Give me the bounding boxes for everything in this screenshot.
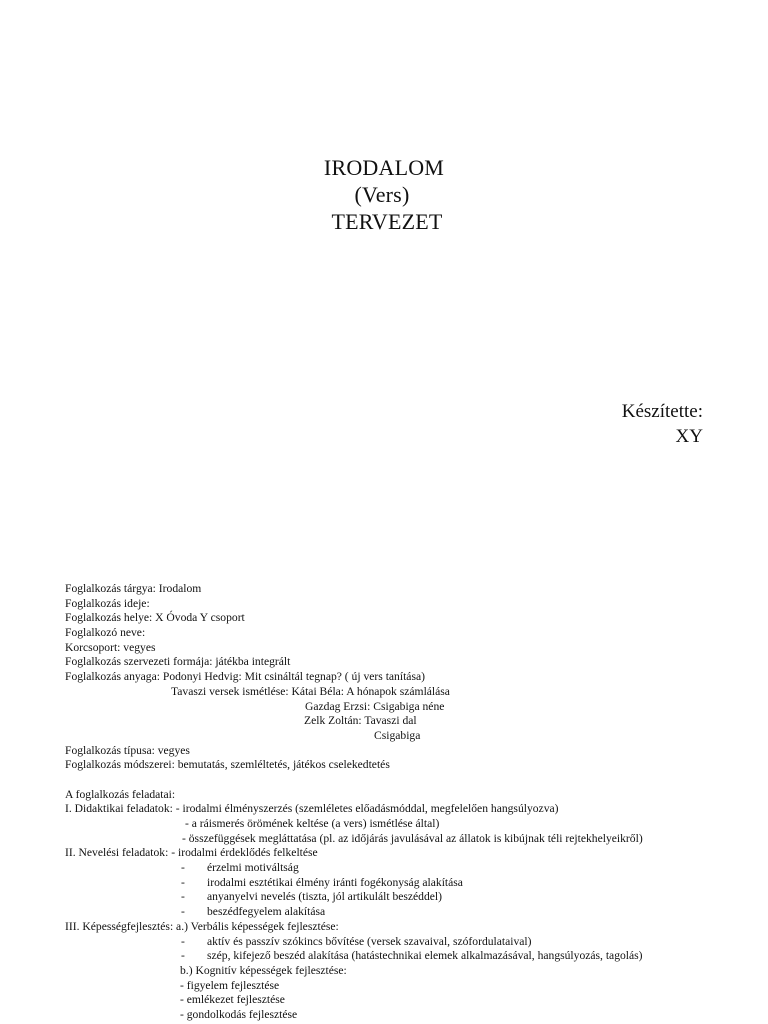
list-item-text: aktív és passzív szókincs bővítése (versek szavaival, szófordulataival) [207,934,532,948]
title-line-1: IRODALOM [323,155,445,180]
line-poem-repetition: Tavaszi versek ismétlése: Kátai Béla: A hónapok számlálása [171,684,450,698]
list-item [65,876,755,891]
line-subject: Foglalkozás tárgya: Irodalom [65,582,202,595]
line-tasks-heading: A foglalkozás feladatai: [65,787,176,801]
line-didactic-2: - a ráismerés örömének keltése (a vers) ismétlése által) [185,817,440,830]
line-skill-development: III. Képességfejlesztés: a.) Verbális képességek fejlesztése: [65,919,339,933]
list-item-text: irodalmi esztétikai élmény iránti fogékonyság alakítása [207,875,463,889]
line-poem-3: Zelk Zoltán: Tavaszi dal [304,714,417,728]
bullet-dash: - [181,875,185,889]
title-line-3: TERVEZET [331,209,443,234]
author-label: Készítette: [621,401,703,422]
list-item-text: anyanyelvi nevelés (tiszta, jól artikulált beszéddel) [207,890,443,904]
line-methods: Foglalkozás módszerei: bemutatás, szemléltetés, játékos cselekedtetés [65,758,390,772]
line-place: Foglalkozás helye: X Óvoda Y csoport [65,611,245,625]
list-item-text: érzelmi motiváltság [207,861,299,875]
line-cognitive-3: - gondolkodás fejlesztése [180,1007,298,1021]
line-material: Foglalkozás anyaga: Podonyi Hedvig: Mit csináltál tegnap? ( új vers tanítása) [65,670,425,684]
list-item-text: szép, kifejező beszéd alakítása (hatástechnikai elemek alkalmazásával, hangsúlyozás, tagolás) [207,949,643,963]
line-poem-4: Csigabiga [374,728,421,742]
line-educational-tasks: II. Nevelési feladatok: - irodalmi érdeklődés felkeltése [65,846,318,860]
line-didactic-tasks: I. Didaktikai feladatok: - irodalmi élményszerzés (szemléletes előadásmóddal, megfelelően hangsúlyozva) [65,802,559,816]
author-name: XY [675,426,703,447]
bullet-dash: - [181,905,185,919]
blank-line [65,773,755,788]
list-item [65,935,755,950]
line-cognitive-2: - emlékezet fejlesztése [180,993,285,1007]
line-time: Foglalkozás ideje: [65,596,150,610]
line-poem-2: Gazdag Erzsi: Csigabiga néne [305,699,445,713]
list-item [65,890,755,905]
line-cognitive-heading: b.) Kognitív képességek fejlesztése: [180,963,347,977]
line-didactic-3: - összefüggések megláttatása (pl. az időjárás javulásával az állatok is kibújnak téli rejtekhelyeikről) [182,831,643,845]
list-item [65,905,755,920]
bullet-dash: - [181,890,185,904]
bullet-dash: - [181,949,185,963]
line-teacher: Foglalkozó neve: [65,626,146,640]
list-item-text: beszédfegyelem alakítása [207,905,326,919]
bullet-dash: - [181,861,185,875]
document-body [65,582,755,1023]
list-item [65,949,755,964]
line-type: Foglalkozás típusa: vegyes [65,743,190,757]
list-item [65,861,755,876]
document-title [0,154,768,235]
line-age-group: Korcsoport: vegyes [65,640,156,654]
line-organization-form: Foglalkozás szervezeti formája: játékba integrált [65,655,291,669]
line-cognitive-1: - figyelem fejlesztése [180,978,280,992]
author-block [622,399,703,449]
title-line-2: (Vers) [354,182,410,207]
bullet-dash: - [181,934,185,948]
